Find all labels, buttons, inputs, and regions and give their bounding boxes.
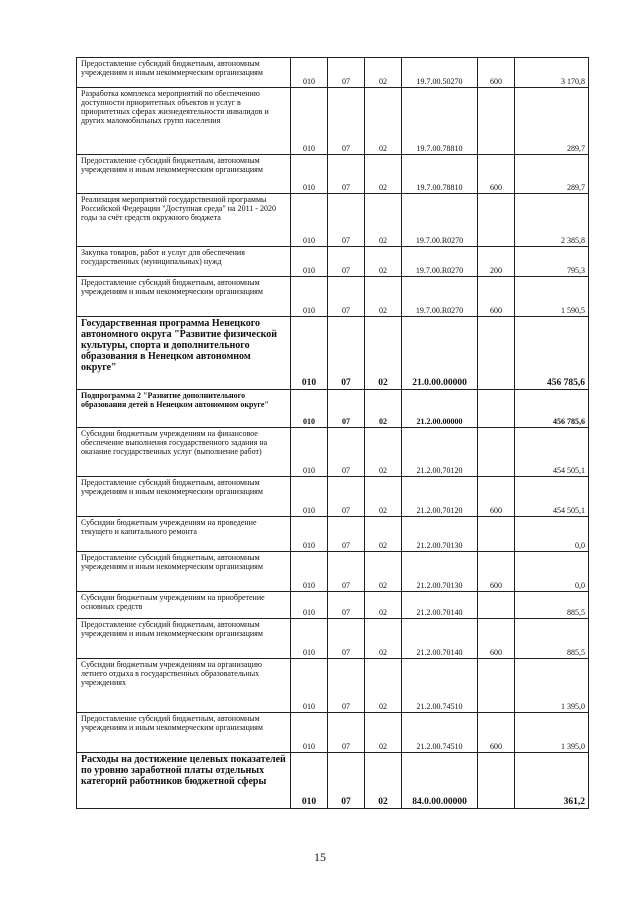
row-amount: 361,2 — [515, 753, 589, 809]
row-amount: 456 785,6 — [515, 317, 589, 390]
row-target-article: 21.2.00.74510 — [402, 713, 478, 753]
row-code-2: 07 — [328, 753, 365, 809]
row-code-2: 07 — [328, 428, 365, 477]
row-target-article: 21.2.00.70120 — [402, 428, 478, 477]
row-expense-type — [478, 517, 515, 552]
row-code-2: 07 — [328, 619, 365, 659]
row-expense-type — [478, 194, 515, 247]
row-code-1: 010 — [291, 753, 328, 809]
table-row — [77, 277, 589, 317]
table-row — [77, 659, 589, 713]
row-amount: 2 385,8 — [515, 194, 589, 247]
row-code-1: 010 — [291, 552, 328, 592]
row-expense-type — [478, 317, 515, 390]
row-name: Предоставление субсидий бюджетным, автономным учреждениям и иным некоммерческим организациям — [77, 552, 291, 592]
row-amount: 1 590,5 — [515, 277, 589, 317]
row-name: Субсидии бюджетным учреждениям на финансовое обеспечение выполнения государственного задания на оказание государственных услуг (выполнение работ) — [77, 428, 291, 477]
row-target-article: 21.2.00.70120 — [402, 477, 478, 517]
row-amount: 3 170,8 — [515, 58, 589, 88]
row-expense-type: 600 — [478, 477, 515, 517]
row-code-1: 010 — [291, 194, 328, 247]
page-number: 15 — [314, 850, 326, 864]
row-code-1: 010 — [291, 58, 328, 88]
row-code-2: 07 — [328, 552, 365, 592]
row-amount: 0,0 — [515, 552, 589, 592]
row-code-1: 010 — [291, 592, 328, 619]
row-code-2: 07 — [328, 277, 365, 317]
row-code-3: 02 — [365, 88, 402, 155]
row-code-3: 02 — [365, 428, 402, 477]
row-code-3: 02 — [365, 659, 402, 713]
table-row — [77, 517, 589, 552]
row-code-3: 02 — [365, 592, 402, 619]
row-target-article: 19.7.00.78810 — [402, 155, 478, 194]
row-code-1: 010 — [291, 317, 328, 390]
row-amount: 454 505,1 — [515, 428, 589, 477]
table-row — [77, 428, 589, 477]
row-code-2: 07 — [328, 88, 365, 155]
row-name: Закупка товаров, работ и услуг для обеспечения государственных (муниципальных) нужд — [77, 247, 291, 277]
row-expense-type — [478, 88, 515, 155]
row-expense-type — [478, 753, 515, 809]
row-expense-type: 600 — [478, 619, 515, 659]
row-name: Подпрограмма 2 "Развитие дополнительного образования детей в Ненецком автономном округе" — [77, 390, 291, 428]
row-target-article: 21.0.00.00000 — [402, 317, 478, 390]
row-target-article: 19.7.00.78810 — [402, 88, 478, 155]
table-row — [77, 194, 589, 247]
row-code-3: 02 — [365, 194, 402, 247]
row-name: Предоставление субсидий бюджетным, автономным учреждениям и иным некоммерческим организациям — [77, 713, 291, 753]
row-code-1: 010 — [291, 155, 328, 194]
row-code-3: 02 — [365, 247, 402, 277]
table-row — [77, 552, 589, 592]
row-amount: 289,7 — [515, 88, 589, 155]
row-name: Предоставление субсидий бюджетным, автономным учреждениям и иным некоммерческим организациям — [77, 58, 291, 88]
row-code-3: 02 — [365, 552, 402, 592]
row-name: Предоставление субсидий бюджетным, автономным учреждениям и иным некоммерческим организациям — [77, 155, 291, 194]
row-code-2: 07 — [328, 477, 365, 517]
table-row — [77, 247, 589, 277]
row-expense-type — [478, 659, 515, 713]
row-amount: 1 395,0 — [515, 659, 589, 713]
row-target-article: 21.2.00.70130 — [402, 552, 478, 592]
row-code-1: 010 — [291, 619, 328, 659]
row-code-2: 07 — [328, 592, 365, 619]
row-code-3: 02 — [365, 477, 402, 517]
row-code-2: 07 — [328, 517, 365, 552]
row-code-3: 02 — [365, 277, 402, 317]
row-amount: 456 785,6 — [515, 390, 589, 428]
row-code-1: 010 — [291, 88, 328, 155]
row-code-1: 010 — [291, 247, 328, 277]
row-name: Субсидии бюджетным учреждениям на приобретение основных средств — [77, 592, 291, 619]
row-code-3: 02 — [365, 390, 402, 428]
row-code-1: 010 — [291, 428, 328, 477]
row-code-2: 07 — [328, 713, 365, 753]
row-expense-type: 600 — [478, 277, 515, 317]
row-name: Предоставление субсидий бюджетным, автономным учреждениям и иным некоммерческим организациям — [77, 477, 291, 517]
row-amount: 1 395,0 — [515, 713, 589, 753]
table-row — [77, 477, 589, 517]
row-code-3: 02 — [365, 753, 402, 809]
table-row — [77, 58, 589, 88]
table-row — [77, 88, 589, 155]
table-row — [77, 753, 589, 809]
row-name: Реализация мероприятий государственной программы Российской Федерации "Доступная среда" на 2011 - 2020 годы за счёт средств окружного бюджета — [77, 194, 291, 247]
table-row — [77, 713, 589, 753]
row-code-3: 02 — [365, 517, 402, 552]
table-row — [77, 390, 589, 428]
row-name: Государственная программа Ненецкого автономного округа "Развитие физической культуры, спорта и дополнительного образования в Ненецком автономном округе" — [77, 317, 291, 390]
row-code-3: 02 — [365, 155, 402, 194]
row-target-article: 19.7.00.R0270 — [402, 247, 478, 277]
row-name: Субсидии бюджетным учреждениям на проведение текущего и капитального ремонта — [77, 517, 291, 552]
row-name: Расходы на достижение целевых показателей по уровню заработной платы отдельных категорий работников бюджетной сферы — [77, 753, 291, 809]
row-expense-type: 600 — [478, 155, 515, 194]
row-code-1: 010 — [291, 390, 328, 428]
row-target-article: 21.2.00.70130 — [402, 517, 478, 552]
row-code-2: 07 — [328, 58, 365, 88]
table-row — [77, 317, 589, 390]
row-code-2: 07 — [328, 390, 365, 428]
row-expense-type — [478, 592, 515, 619]
row-target-article: 21.2.00.74510 — [402, 659, 478, 713]
row-target-article: 19.7.00.R0270 — [402, 194, 478, 247]
row-code-3: 02 — [365, 619, 402, 659]
table-row — [77, 619, 589, 659]
row-name: Предоставление субсидий бюджетным, автономным учреждениям и иным некоммерческим организациям — [77, 277, 291, 317]
row-expense-type: 600 — [478, 58, 515, 88]
row-code-2: 07 — [328, 194, 365, 247]
row-target-article: 21.2.00.00000 — [402, 390, 478, 428]
row-code-1: 010 — [291, 277, 328, 317]
row-name: Субсидии бюджетным учреждениям на организацию летнего отдыха в государственных образовательных учреждениях — [77, 659, 291, 713]
row-amount: 885,5 — [515, 619, 589, 659]
row-code-2: 07 — [328, 317, 365, 390]
budget-table — [76, 57, 589, 809]
row-code-2: 07 — [328, 155, 365, 194]
row-amount: 0,0 — [515, 517, 589, 552]
row-target-article: 84.0.00.00000 — [402, 753, 478, 809]
row-expense-type — [478, 428, 515, 477]
row-code-2: 07 — [328, 659, 365, 713]
row-name: Предоставление субсидий бюджетным, автономным учреждениям и иным некоммерческим организациям — [77, 619, 291, 659]
row-target-article: 21.2.00.70140 — [402, 619, 478, 659]
row-expense-type: 200 — [478, 247, 515, 277]
table-row — [77, 592, 589, 619]
table-row — [77, 155, 589, 194]
row-target-article: 21.2.00.70140 — [402, 592, 478, 619]
row-code-1: 010 — [291, 659, 328, 713]
row-target-article: 19.7.00.50270 — [402, 58, 478, 88]
row-target-article: 19.7.00.R0270 — [402, 277, 478, 317]
row-amount: 885,5 — [515, 592, 589, 619]
row-code-1: 010 — [291, 713, 328, 753]
row-code-1: 010 — [291, 477, 328, 517]
row-expense-type: 600 — [478, 713, 515, 753]
row-code-3: 02 — [365, 317, 402, 390]
row-expense-type: 600 — [478, 552, 515, 592]
row-expense-type — [478, 390, 515, 428]
row-code-3: 02 — [365, 58, 402, 88]
row-amount: 454 505,1 — [515, 477, 589, 517]
row-code-3: 02 — [365, 713, 402, 753]
row-code-1: 010 — [291, 517, 328, 552]
row-amount: 795,3 — [515, 247, 589, 277]
row-code-2: 07 — [328, 247, 365, 277]
row-amount: 289,7 — [515, 155, 589, 194]
row-name: Разработка комплекса мероприятий по обеспечению доступности приоритетных объектов и услуг в приоритетных сферах жизнедеятельности инвалидов и других маломобильных групп населения — [77, 88, 291, 155]
